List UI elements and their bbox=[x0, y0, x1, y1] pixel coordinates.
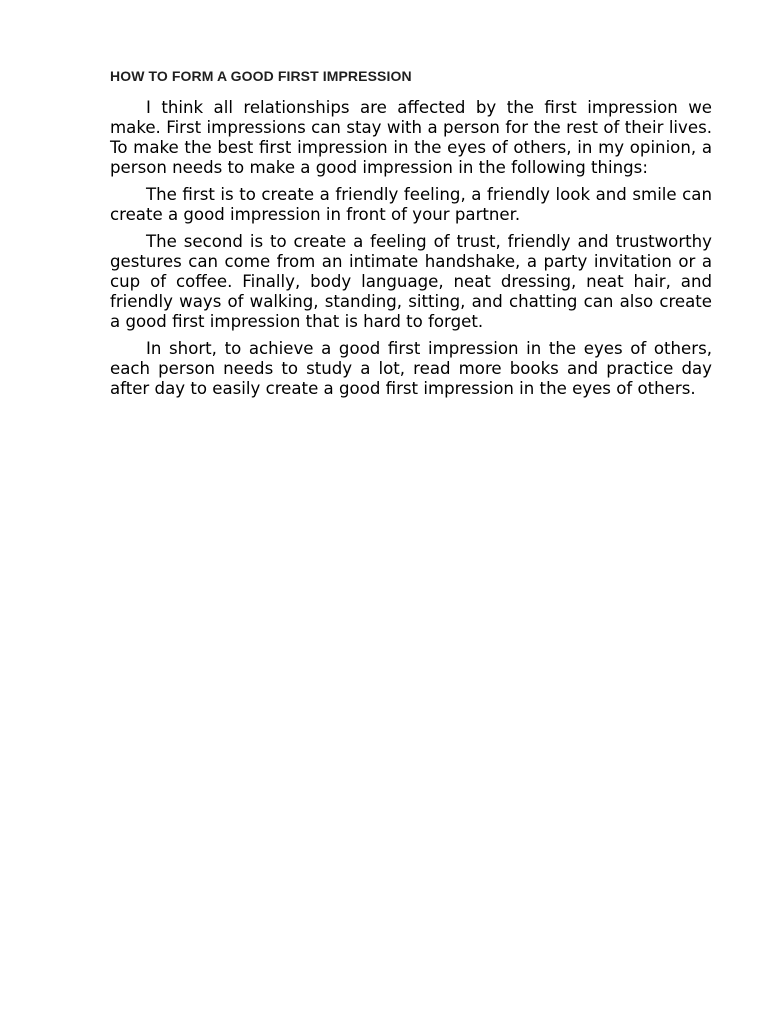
paragraph-second-point: The second is to create a feeling of trust, friendly and trustworthy gestures can come from an intimate handshake, a party invitation or a cup of coffee. Finally, body language, neat dressing, neat hair, and friendly ways of walking, standing, sitting, and chatting can also create a good first impression that is hard to forget. bbox=[110, 232, 712, 331]
document-body bbox=[110, 68, 712, 406]
paragraph-first-point: The first is to create a friendly feeling, a friendly look and smile can create a good impression in front of your partner. bbox=[110, 185, 712, 224]
paragraph-conclusion: In short, to achieve a good first impression in the eyes of others, each person needs to study a lot, read more books and practice day after day to easily create a good first impression in the eyes of others. bbox=[110, 339, 712, 398]
paragraph-intro: I think all relationships are affected by the first impression we make. First impressions can stay with a person for the rest of their lives. To make the best first impression in the eyes of others, in my opinion, a person needs to make a good impression in the following things: bbox=[110, 98, 712, 177]
document-title: HOW TO FORM A GOOD FIRST IMPRESSION bbox=[110, 68, 412, 84]
